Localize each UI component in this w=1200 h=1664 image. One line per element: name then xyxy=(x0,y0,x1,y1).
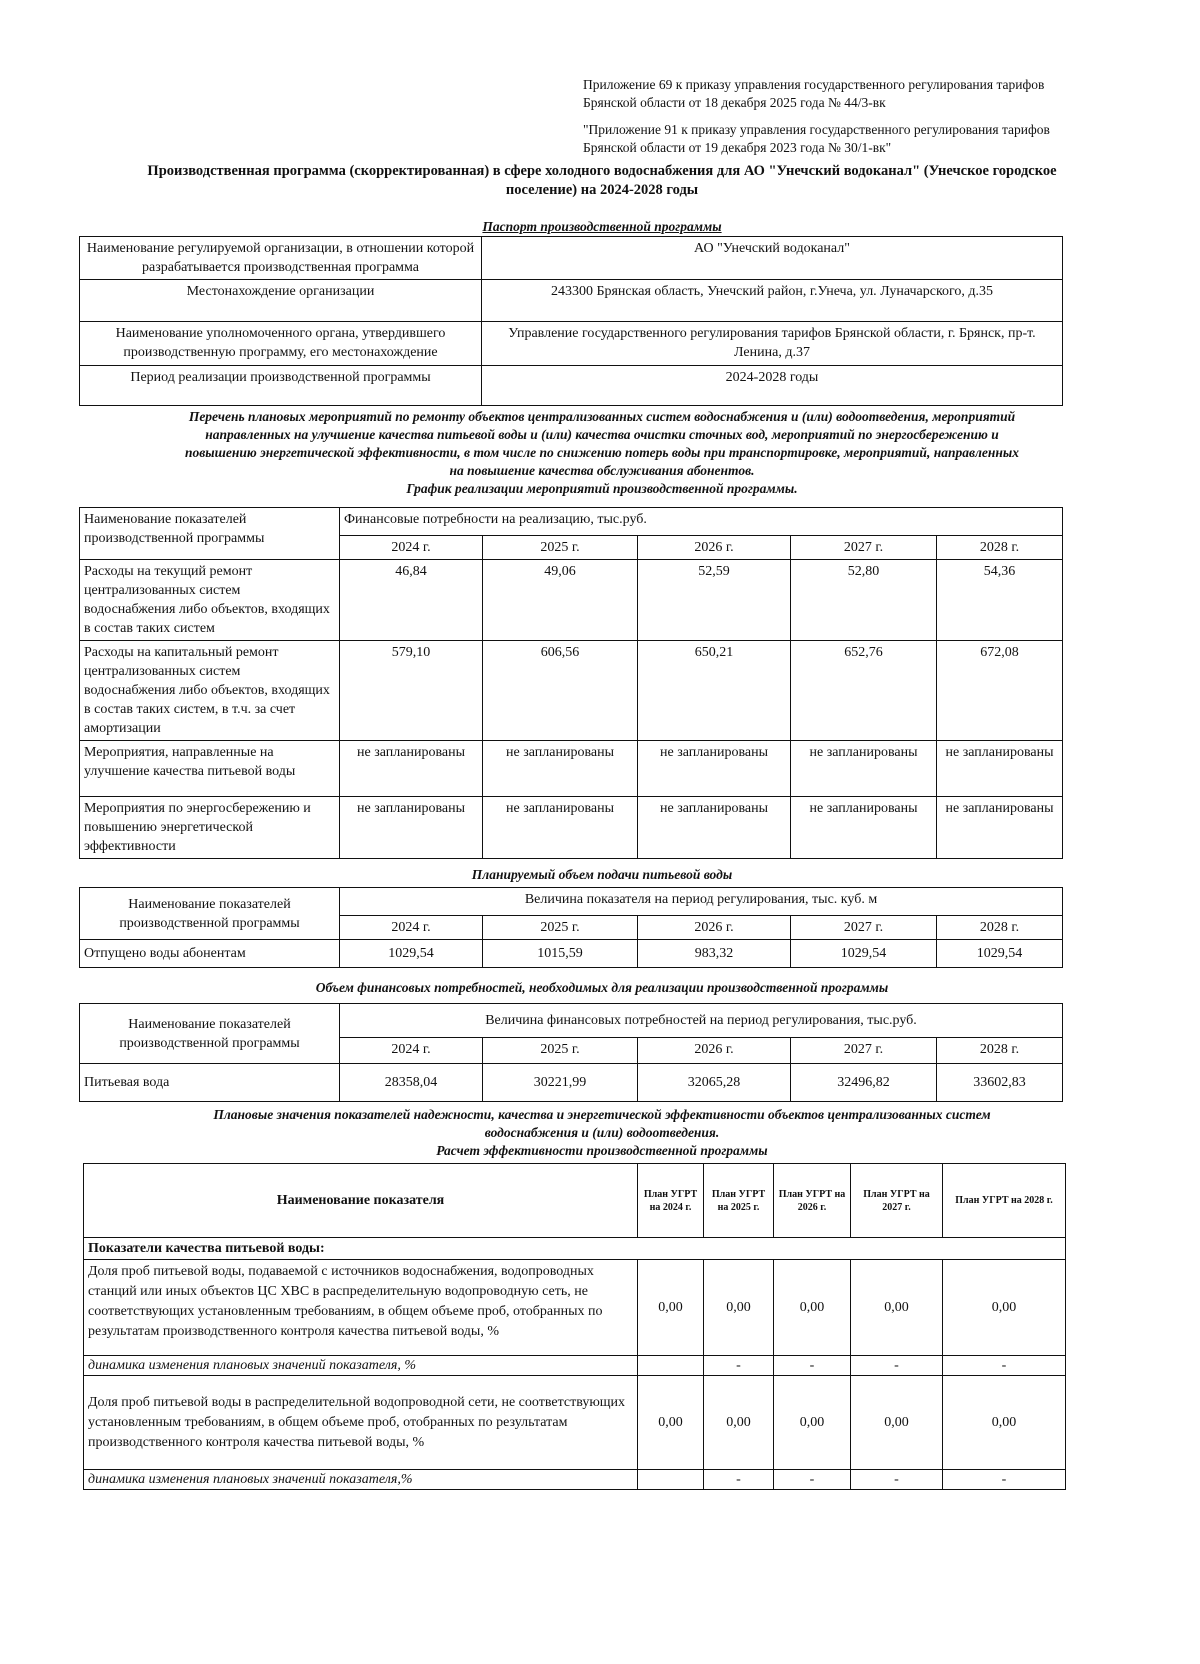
year-header: 2024 г. xyxy=(340,916,483,940)
row-name: Мероприятия по энергосбережению и повышению энергетической эффективности xyxy=(80,797,340,859)
efficiency-caption xyxy=(82,1106,1122,1160)
cell-value: 1029,54 xyxy=(791,940,937,968)
cell-value: не запланированы xyxy=(340,797,483,859)
cell-value: 652,76 xyxy=(791,641,937,741)
appendix-91-line1: "Приложение 91 к приказу управления государственного регулирования тарифов xyxy=(583,122,1050,137)
row-name: Расходы на текущий ремонт централизованных систем водоснабжения либо объектов, входящих в состав таких систем xyxy=(80,560,340,641)
cell-value: не запланированы xyxy=(483,797,638,859)
year-header: 2025 г. xyxy=(483,536,638,560)
supply-table xyxy=(79,887,1063,968)
passport-label: Наименование регулируемой организации, в отношении которой разрабатывается производственная программа xyxy=(80,237,482,280)
year-header: 2028 г. xyxy=(937,916,1063,940)
cell-value: не запланированы xyxy=(937,741,1063,797)
year-header: 2028 г. xyxy=(937,1038,1063,1064)
cell-value: 0,00 xyxy=(774,1376,851,1470)
cell-value: не запланированы xyxy=(340,741,483,797)
cell-value: 52,80 xyxy=(791,560,937,641)
cell-value: 0,00 xyxy=(704,1376,774,1470)
cell-value: 0,00 xyxy=(851,1260,943,1356)
table-row xyxy=(80,741,1063,797)
table-row xyxy=(84,1356,1066,1376)
cell-value: 606,56 xyxy=(483,641,638,741)
cell-value: не запланированы xyxy=(937,797,1063,859)
row-name: Доля проб питьевой воды в распределительной водопроводной сети, не соответствующих установленным требованиям, в общем объеме проб, отобранных по результатам производственного контроля качества питьевой воды, % xyxy=(84,1376,638,1470)
cell-value: 0,00 xyxy=(704,1260,774,1356)
cell-value: 54,36 xyxy=(937,560,1063,641)
cell-value: 983,32 xyxy=(638,940,791,968)
cell-value: 46,84 xyxy=(340,560,483,641)
cell-value: 52,59 xyxy=(638,560,791,641)
appendix-91-line2: Брянской области от 19 декабря 2023 года № 30/1-вк" xyxy=(583,140,892,155)
cell-value: 30221,99 xyxy=(483,1064,638,1102)
cell-value: - xyxy=(943,1356,1066,1376)
finance-caption: Объем финансовых потребностей, необходимых для реализации производственной программы xyxy=(315,980,889,995)
document-title xyxy=(82,162,1122,200)
measures-table xyxy=(79,507,1063,859)
finance-group-head: Величина финансовых потребностей на период регулирования, тыс.руб. xyxy=(340,1004,1063,1038)
cell-value: 28358,04 xyxy=(340,1064,483,1102)
table-row xyxy=(80,641,1063,741)
appendix-69-note xyxy=(583,76,1103,112)
table-row xyxy=(80,560,1063,641)
year-header: 2024 г. xyxy=(340,536,483,560)
year-header: 2026 г. xyxy=(638,1038,791,1064)
passport-value: Управление государственного регулирования тарифов Брянской области, г. Брянск, пр-т. Ленина, д.37 xyxy=(482,322,1063,366)
cell-value: 0,00 xyxy=(638,1260,704,1356)
cell-value: - xyxy=(704,1470,774,1490)
cell-value: 1015,59 xyxy=(483,940,638,968)
year-header: 2028 г. xyxy=(937,536,1063,560)
table-row xyxy=(80,1064,1063,1102)
year-header: 2026 г. xyxy=(638,916,791,940)
row-name: Доля проб питьевой воды, подаваемой с источников водоснабжения, водопроводных станций или иных объектов ЦС ХВС в распределительную водопроводную сеть, не соответствующих установленным требованиям, в общем объеме проб, отобранных по результатам производственного контроля качества питьевой воды, % xyxy=(84,1260,638,1356)
cell-value: 0,00 xyxy=(638,1376,704,1470)
cell-value: 1029,54 xyxy=(340,940,483,968)
finance-col-head: Наименование показателей производственной программы xyxy=(80,1004,340,1064)
row-name: Отпущено воды абонентам xyxy=(80,940,340,968)
year-header: 2027 г. xyxy=(791,916,937,940)
appendix-69-line1: Приложение 69 к приказу управления государственного регулирования тарифов xyxy=(583,77,1045,92)
cell-value xyxy=(638,1356,704,1376)
year-header: 2027 г. xyxy=(791,1038,937,1064)
measures-group-head: Финансовые потребности на реализацию, тыс.руб. xyxy=(340,508,1063,536)
cell-value: 0,00 xyxy=(943,1260,1066,1356)
year-header: 2027 г. xyxy=(791,536,937,560)
row-name: динамика изменения плановых значений показателя,% xyxy=(84,1470,638,1490)
row-name: Расходы на капитальный ремонт централизованных систем водоснабжения либо объектов, входящих в состав таких систем, в т.ч. за счет амортизации xyxy=(80,641,340,741)
measures-caption-line: Перечень плановых мероприятий по ремонту объектов централизованных систем водоснабжения и (или) водоотведения, мероприятий xyxy=(188,409,1016,424)
cell-value: 32065,28 xyxy=(638,1064,791,1102)
table-row xyxy=(84,1260,1066,1356)
cell-value: не запланированы xyxy=(483,741,638,797)
year-header: 2024 г. xyxy=(340,1038,483,1064)
table-row xyxy=(80,797,1063,859)
plan-year-header: План УГРТ на 2025 г. xyxy=(704,1164,774,1238)
cell-value: 579,10 xyxy=(340,641,483,741)
efficiency-table xyxy=(83,1163,1066,1490)
efficiency-caption-calc: Расчет эффективности производственной программы xyxy=(436,1143,768,1158)
measures-caption-line: повышению энергетической эффективности, в том числе по снижению потерь воды при транспортировке, мероприятий, направленных xyxy=(184,445,1020,460)
passport-value: АО "Унечский водоканал" xyxy=(482,237,1063,280)
cell-value: не запланированы xyxy=(791,797,937,859)
cell-value: 650,21 xyxy=(638,641,791,741)
passport-label: Местонахождение организации xyxy=(80,280,482,322)
table-row xyxy=(84,1470,1066,1490)
measures-caption-line: на повышение качества обслуживания абонентов. xyxy=(449,463,755,478)
passport-row-location xyxy=(80,280,1063,322)
cell-value: - xyxy=(851,1356,943,1376)
measures-col-head: Наименование показателей производственной программы xyxy=(80,508,340,560)
document-title-line1: Производственная программа (скорректированная) в сфере холодного водоснабжения для АО "Унечский водоканал" (Унечское городское xyxy=(147,163,1057,179)
cell-value: 0,00 xyxy=(943,1376,1066,1470)
cell-value: - xyxy=(774,1470,851,1490)
row-name: динамика изменения плановых значений показателя, % xyxy=(84,1356,638,1376)
passport-caption: Паспорт производственной программы xyxy=(482,219,722,234)
passport-value: 2024-2028 годы xyxy=(482,366,1063,406)
cell-value: 1029,54 xyxy=(937,940,1063,968)
cell-value: - xyxy=(774,1356,851,1376)
section-row xyxy=(84,1238,1066,1260)
cell-value: 49,06 xyxy=(483,560,638,641)
cell-value xyxy=(638,1470,704,1490)
efficiency-col-head: Наименование показателя xyxy=(84,1164,638,1238)
plan-year-header: План УГРТ на 2027 г. xyxy=(851,1164,943,1238)
cell-value: не запланированы xyxy=(638,741,791,797)
measures-caption xyxy=(82,408,1122,498)
passport-label: Период реализации производственной программы xyxy=(80,366,482,406)
plan-year-header: План УГРТ на 2026 г. xyxy=(774,1164,851,1238)
appendix-91-note xyxy=(583,121,1103,157)
passport-table xyxy=(79,236,1063,406)
year-header: 2025 г. xyxy=(483,916,638,940)
passport-row-authority xyxy=(80,322,1063,366)
table-row xyxy=(84,1376,1066,1470)
appendix-69-line2: Брянской области от 18 декабря 2025 года № 44/3-вк xyxy=(583,95,886,110)
efficiency-caption-line: водоснабжения и (или) водоотведения. xyxy=(484,1125,720,1140)
cell-value: 672,08 xyxy=(937,641,1063,741)
cell-value: 0,00 xyxy=(774,1260,851,1356)
cell-value: - xyxy=(943,1470,1066,1490)
cell-value: 33602,83 xyxy=(937,1064,1063,1102)
plan-year-header: План УГРТ на 2028 г. xyxy=(943,1164,1066,1238)
year-header: 2025 г. xyxy=(483,1038,638,1064)
plan-year-header: План УГРТ на 2024 г. xyxy=(638,1164,704,1238)
passport-row-period xyxy=(80,366,1063,406)
finance-table xyxy=(79,1003,1063,1102)
row-name: Мероприятия, направленные на улучшение качества питьевой воды xyxy=(80,741,340,797)
passport-label: Наименование уполномоченного органа, утвердившего производственную программу, его местонахождение xyxy=(80,322,482,366)
cell-value: 0,00 xyxy=(851,1376,943,1470)
year-header: 2026 г. xyxy=(638,536,791,560)
cell-value: - xyxy=(704,1356,774,1376)
supply-col-head: Наименование показателей производственной программы xyxy=(80,888,340,940)
passport-value: 243300 Брянская область, Унечский район, г.Унеча, ул. Луначарского, д.35 xyxy=(482,280,1063,322)
cell-value: не запланированы xyxy=(638,797,791,859)
cell-value: - xyxy=(851,1470,943,1490)
passport-row-organization xyxy=(80,237,1063,280)
section-title: Показатели качества питьевой воды: xyxy=(84,1238,1066,1260)
measures-caption-line: направленных на улучшение качества питьевой воды и (или) качества очистки сточных вод, мероприятий по энергосбережению и xyxy=(205,427,999,442)
cell-value: не запланированы xyxy=(791,741,937,797)
measures-caption-schedule: График реализации мероприятий производственной программы. xyxy=(406,481,798,496)
cell-value: 32496,82 xyxy=(791,1064,937,1102)
supply-caption: Планируемый объем подачи питьевой воды xyxy=(471,867,733,882)
efficiency-caption-line: Плановые значения показателей надежности, качества и энергетической эффективности объектов централизованных систем xyxy=(213,1107,991,1122)
document-title-line2: поселение) на 2024-2028 годы xyxy=(505,182,699,198)
row-name: Питьевая вода xyxy=(80,1064,340,1102)
table-row xyxy=(80,940,1063,968)
supply-group-head: Величина показателя на период регулирования, тыс. куб. м xyxy=(340,888,1063,916)
